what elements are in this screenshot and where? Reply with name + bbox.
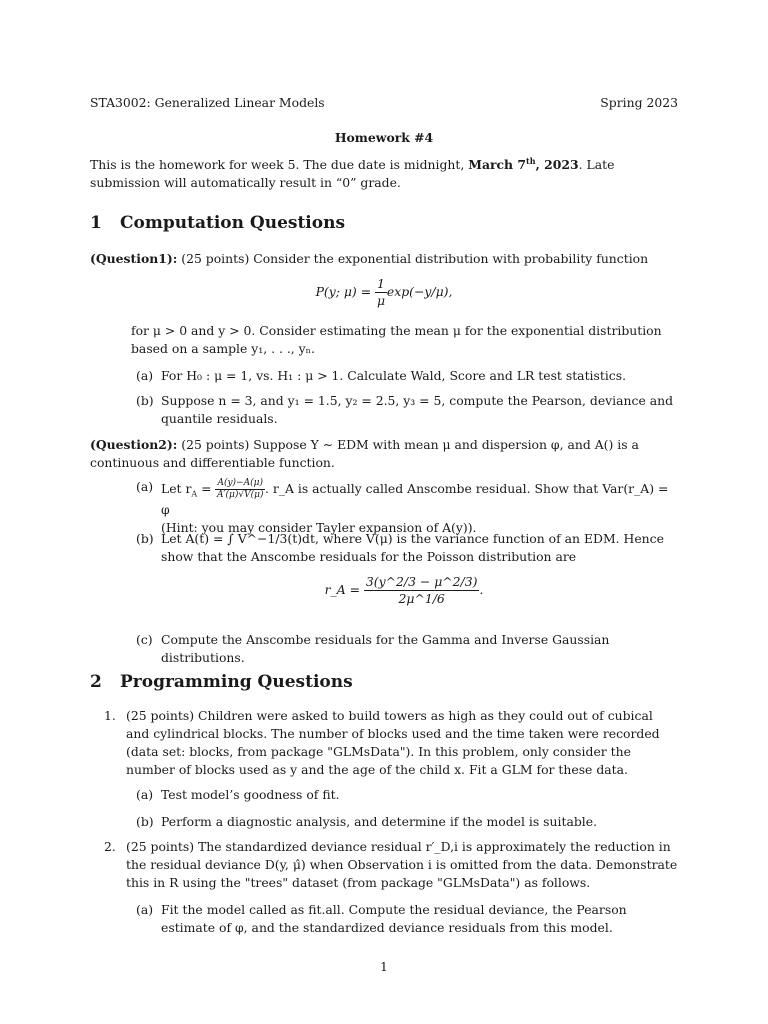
section-1-heading: [90, 214, 345, 232]
question-1-part-b: (b) Suppose n = 3, and y₁ = 1.5, y₂ = 2.5, y₃ = 5, compute the Pearson, deviance and quantile residuals.: [136, 393, 674, 426]
section-2-title: Programming Questions: [120, 672, 353, 692]
anscombe-fraction: $\frac{A(y)-A(\mu)}{A'(\mu)√V(\mu)}$: [216, 478, 264, 500]
intro-text-after: . Late submission will automatically result in “0” grade.: [90, 157, 615, 190]
question-2-part-c: (c) Compute the Anscombe residuals for the Gamma and Inverse Gaussian distributions.: [136, 632, 610, 665]
poisson-anscombe-equation: r_A = $\frac{3(y\^{}2/3 - \mu\^{}2/3)}{2\mu\^{}1/6}$ .: [324, 574, 484, 606]
question-1-label: (Question1):: [90, 251, 178, 266]
question-1: [90, 250, 678, 268]
question-1-part-a: (a) For H₀ : μ = 1, vs. H₁ : μ > 1. Calculate Wald, Score and LR test statistics.: [136, 368, 627, 383]
programming-question-2: 2. (25 points) The standardized deviance residual r′_D,i is approximately the reduction in the residual deviance D(y, μ̂) when Observation i is omitted from the data. Demonstrate this in R using the "trees" dataset (from package "GLMsData") as follows.: [104, 839, 678, 890]
question-2: [90, 436, 678, 472]
intro-text-before: This is the homework for week 5. The due date is midnight,: [90, 157, 469, 172]
section-1-number: 1: [90, 213, 102, 233]
question-2-part-a: (a) Let $r_A$ = $\frac{A(y)-A(\mu)}{A'(\mu)√V(\mu)}$ . r_A is actually called Anscombe residual. Show that Var(r_A) = φ (Hint: you may consider Tayler expansion of A(y)).: [136, 478, 669, 535]
question-2-part-b: (b) Let A(t) = ∫ V^−1/3(t)dt, where V(μ) is the variance function of an EDM. Hence show that the Anscombe residuals for the Poisson distribution are: [136, 531, 664, 564]
question-1-equation: P(y; μ) = $\frac{1}{\mu}$ exp(−y/μ),: [315, 276, 453, 308]
programming-question-1-part-b: (b) Perform a diagnostic analysis, and determine if the model is suitable.: [136, 814, 598, 829]
homework-title: Homework #4: [334, 130, 434, 145]
question-2-text: (25 points) Suppose Y ∼ EDM with mean μ and dispersion φ, and A() is a continuous and differentiable function.: [90, 437, 639, 470]
page-number: 1: [380, 959, 388, 974]
poisson-fraction: $\frac{3(y\^{}2/3 - \mu\^{}2/3)}{2\mu\^{}1/6}$: [365, 574, 478, 606]
equation-fraction: $\frac{1}{\mu}$: [376, 276, 385, 308]
section-1-title: Computation Questions: [120, 213, 346, 233]
section-2-heading: [90, 673, 353, 691]
intro-paragraph: [90, 156, 678, 192]
due-date: March 7th, 2023: [468, 155, 579, 172]
course-header: STA3002: Generalized Linear Models: [90, 95, 325, 110]
question-1-continuation: for μ > 0 and y > 0. Consider estimating the mean μ for the exponential distribution based on a sample y₁, . . ., yₙ.: [131, 323, 662, 356]
programming-question-2-part-a: (a) Fit the model called as fit.all. Compute the residual deviance, the Pearson estimate of φ, and the standardized deviance residuals from this model.: [136, 902, 627, 935]
programming-question-1-part-a: (a) Test model’s goodness of fit.: [136, 787, 340, 802]
programming-question-1: 1. (25 points) Children were asked to build towers as high as they could out of cubical and cylindrical blocks. The number of blocks used and the time taken were recorded (data set: blocks, from package "GLMsData"). In this problem, only consider the number of blocks used as y and the age of the child x. Fit a GLM for these data.: [104, 708, 660, 777]
term-header: Spring 2023: [600, 95, 678, 110]
question-2-label: (Question2):: [90, 437, 178, 452]
question-1-text: (25 points) Consider the exponential distribution with probability function: [177, 251, 649, 266]
section-2-number: 2: [90, 672, 102, 692]
